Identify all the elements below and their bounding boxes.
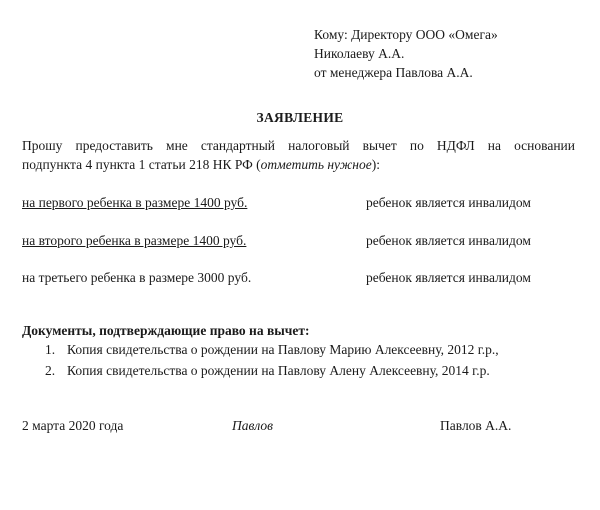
option-second-child-disabled[interactable]: ребенок является инвалидом bbox=[366, 233, 531, 248]
document-title: ЗАЯВЛЕНИЕ bbox=[256, 110, 344, 125]
request-paragraph bbox=[22, 136, 575, 174]
sender-line: от менеджера Павлова А.А. bbox=[314, 65, 473, 80]
document-item-text: Копия свидетельства о рождении на Павлову Алену Алексеевну, 2014 г.р. bbox=[67, 363, 490, 378]
request-line-1: Прошу предоставить мне стандартный налоговый вычет по НДФЛ на основании bbox=[22, 138, 575, 153]
signature: Павлов bbox=[232, 418, 274, 433]
document-item bbox=[45, 341, 499, 359]
recipient-name: Николаеву А.А. bbox=[314, 46, 405, 61]
signer-name: Павлов А.А. bbox=[440, 418, 512, 433]
document-item-text: Копия свидетельства о рождении на Павлову Марию Алексеевну, 2012 г.р., bbox=[67, 342, 499, 357]
request-line-2-suffix: ): bbox=[371, 157, 380, 172]
document-item bbox=[45, 362, 490, 380]
request-line-2-italic: отметить нужное bbox=[260, 157, 372, 172]
date: 2 марта 2020 года bbox=[22, 418, 124, 433]
request-line-2-prefix: подпункта 4 пункта 1 статьи 218 НК РФ ( bbox=[22, 157, 261, 172]
document-item-number: 1. bbox=[45, 342, 56, 357]
option-second-child[interactable]: на второго ребенка в размере 1400 руб. bbox=[22, 233, 247, 248]
option-third-child-disabled[interactable]: ребенок является инвалидом bbox=[366, 270, 531, 285]
option-third-child[interactable]: на третьего ребенка в размере 3000 руб. bbox=[22, 270, 252, 285]
option-first-child-disabled[interactable]: ребенок является инвалидом bbox=[366, 195, 531, 210]
recipient-line: Кому: Директору ООО «Омега» bbox=[314, 27, 498, 42]
documents-title: Документы, подтверждающие право на вычет: bbox=[22, 323, 310, 338]
document-item-number: 2. bbox=[45, 363, 56, 378]
option-first-child[interactable]: на первого ребенка в размере 1400 руб. bbox=[22, 195, 248, 210]
